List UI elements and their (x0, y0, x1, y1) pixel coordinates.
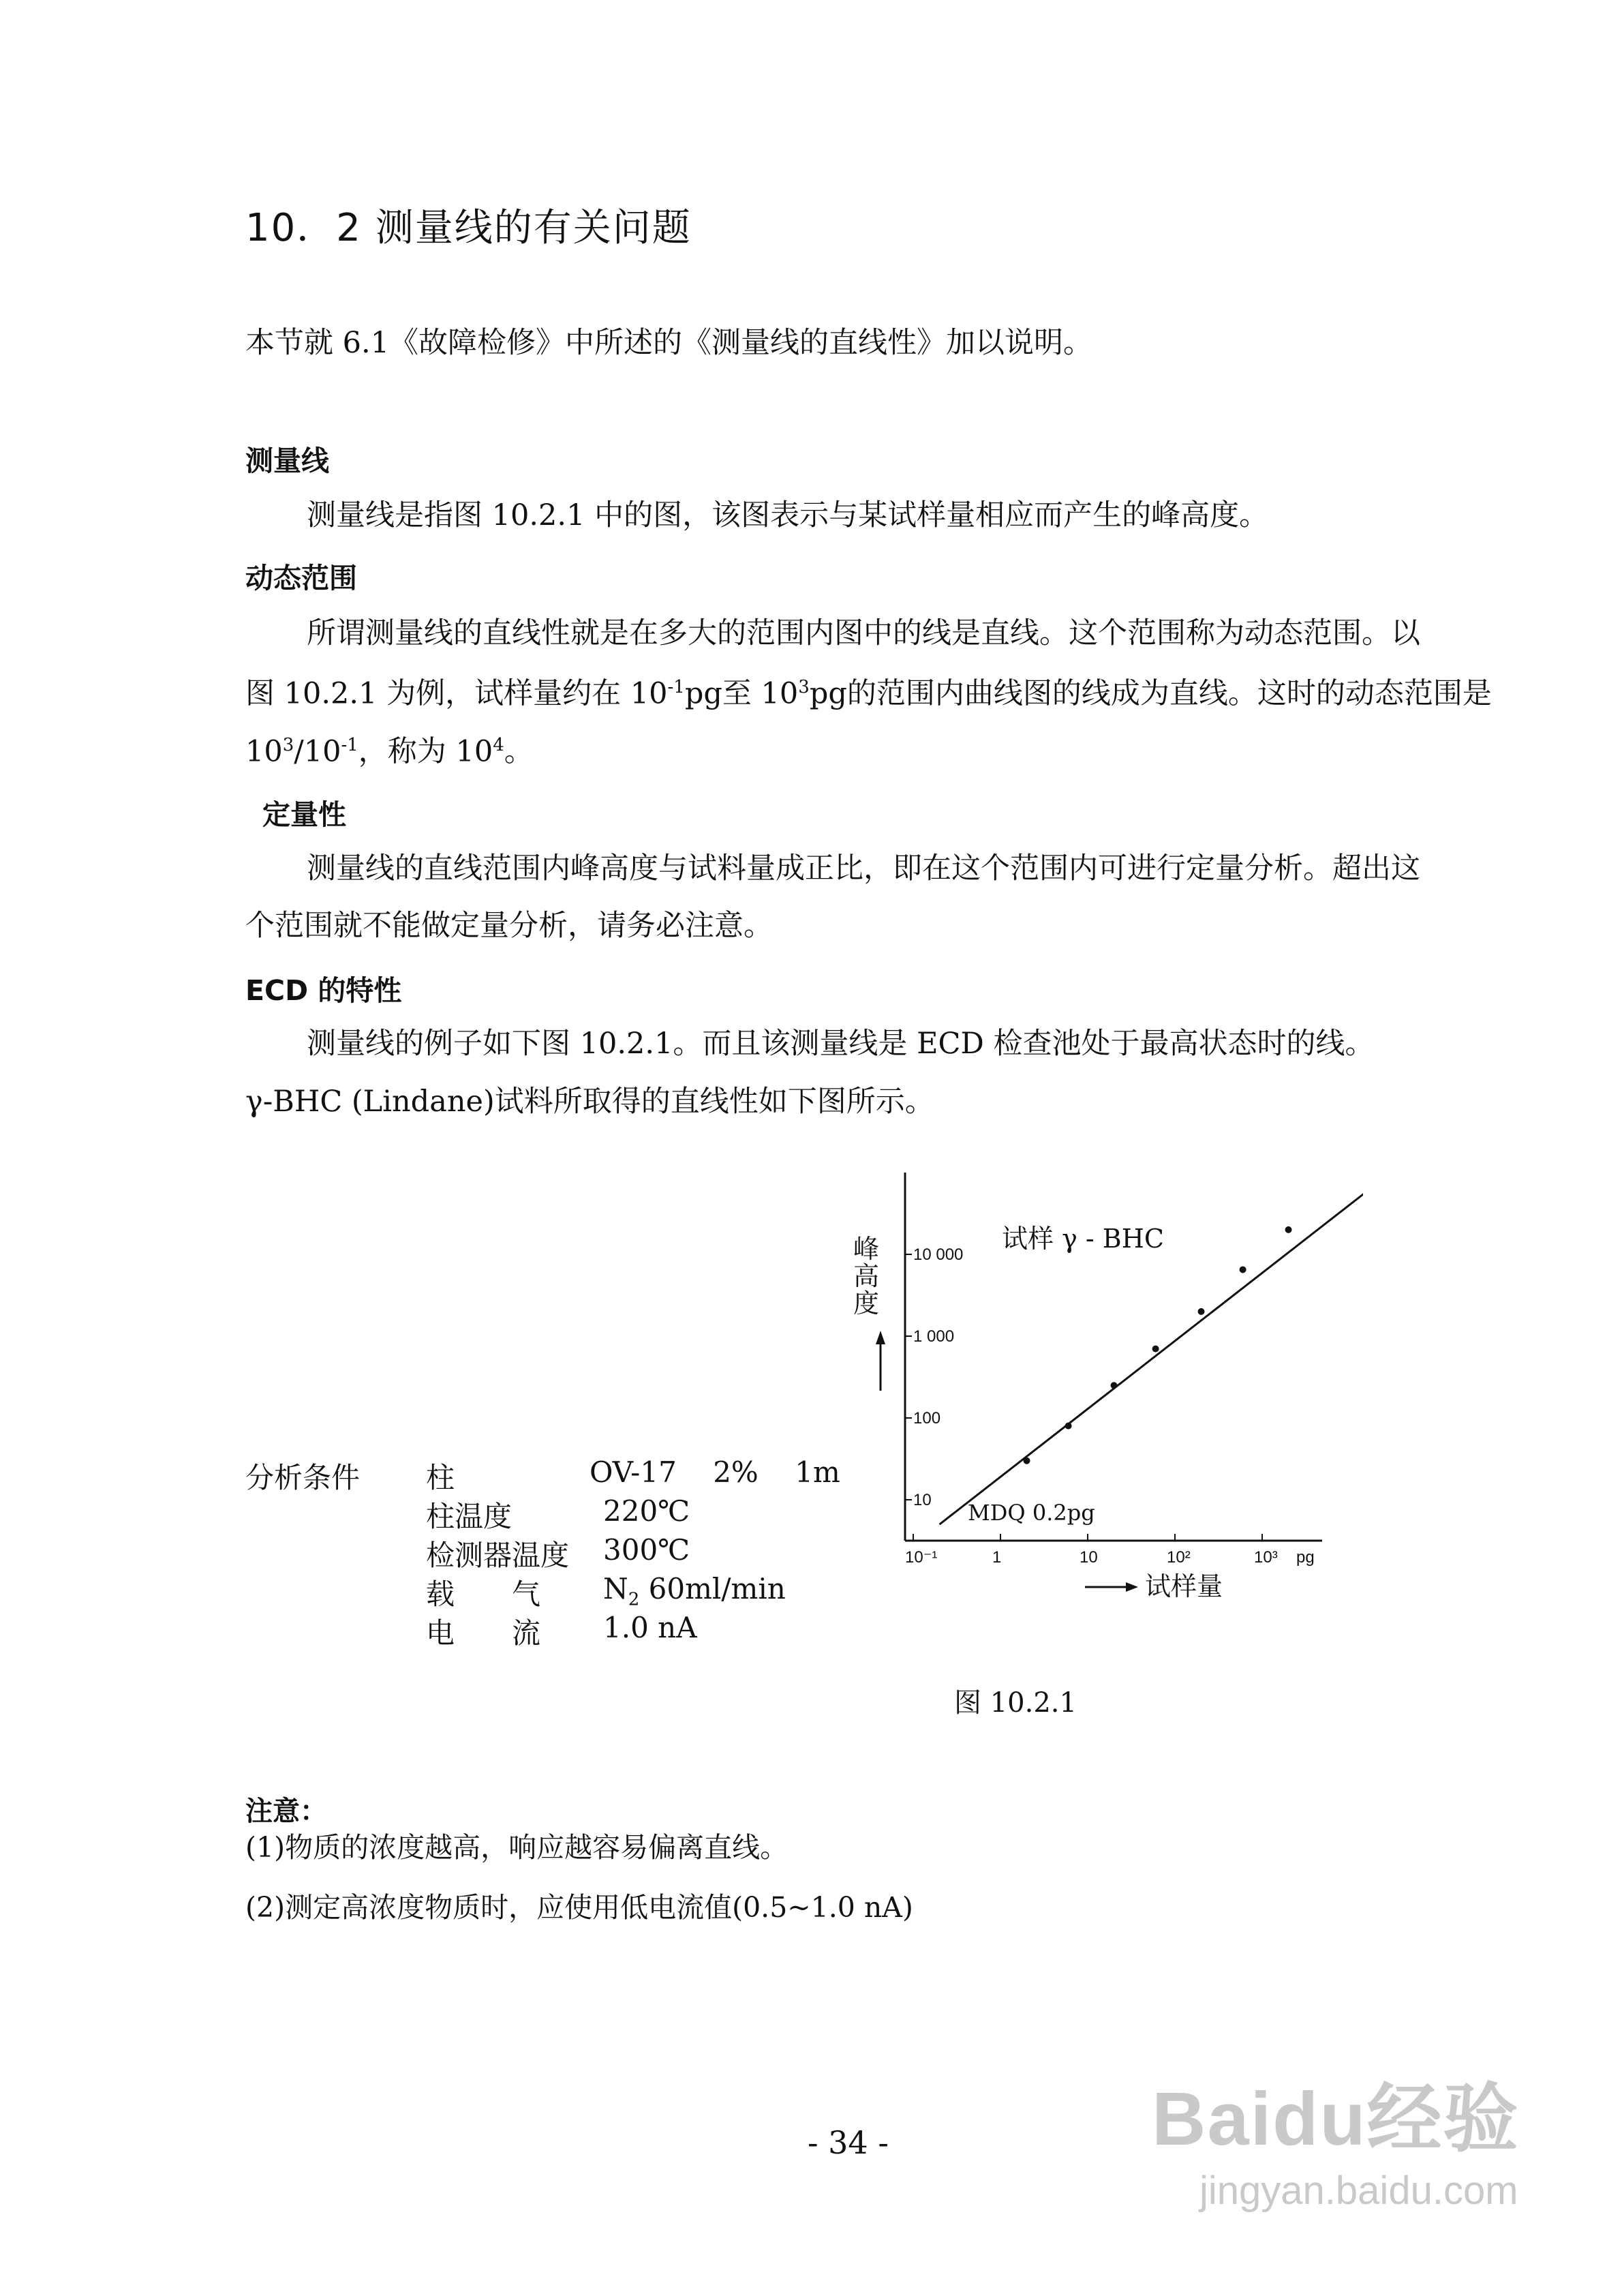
watermark-url: jingyan.baidu.com (1199, 2169, 1518, 2213)
text-run: 。 (504, 734, 534, 769)
dynamic-range-line1: 所谓测量线的直线性就是在多大的范围内图中的线是直线。这个范围称为动态范围。以 (307, 616, 1420, 650)
condition-value: 220℃ (603, 1494, 690, 1528)
condition-value: 1.0 nA (603, 1611, 697, 1644)
note-item: (2)测定高浓度物质时，应使用低电流值(0.5~1.0 nA) (245, 1891, 913, 1924)
y-tick-label: 10 000 (913, 1245, 964, 1264)
data-point (1152, 1346, 1159, 1353)
y-axis-label-char: 峰 (853, 1234, 880, 1264)
superscript: 3 (798, 677, 810, 697)
data-point (1285, 1226, 1292, 1233)
calibration-chart (845, 1159, 1363, 1636)
text-run: N (603, 1572, 628, 1605)
paragraph-measurement-line: 测量线是指图 10.2.1 中的图，该图表示与某试样量相应而产生的峰高度。 (307, 498, 1269, 532)
y-tick-label: 10 (913, 1491, 932, 1509)
text-run: 10 (245, 734, 283, 769)
data-point (1111, 1382, 1118, 1389)
condition-name: 柱温度 (426, 1500, 512, 1533)
x-tick-label: 1 (992, 1548, 1002, 1567)
conditions-label: 分析条件 (245, 1461, 361, 1494)
x-tick-label: 10 (1080, 1548, 1098, 1567)
y-tick-label: 100 (913, 1409, 941, 1428)
condition-name: 电 流 (426, 1616, 541, 1650)
ticks-layer (905, 1254, 1262, 1541)
tick-labels-layer (905, 1245, 1315, 1567)
ecd-line2: γ-BHC (Lindane)试料所取得的直线性如下图所示。 (245, 1085, 934, 1119)
note-item: (1)物质的浓度越高，响应越容易偏离直线。 (245, 1831, 789, 1864)
right-arrow-icon (1126, 1582, 1138, 1592)
figure-caption: 图 10.2.1 (954, 1687, 1077, 1719)
x-tick-label: 10³ (1254, 1548, 1278, 1567)
text-run: /10 (294, 734, 341, 769)
superscript: 4 (493, 735, 504, 755)
text-run: 图 10.2.1 为例，试样量约在 10 (245, 676, 668, 711)
subheading-measurement-line: 测量线 (245, 444, 329, 477)
y-tick-label: 1 000 (913, 1327, 955, 1346)
x-tick-label: 10⁻¹ (905, 1548, 938, 1567)
condition-value (603, 1572, 786, 1610)
data-point (1065, 1423, 1072, 1430)
quantitation-line2: 个范围就不能做定量分析，请务必注意。 (245, 909, 773, 943)
subheading-dynamic-range: 动态范围 (245, 562, 357, 594)
notes-heading: 注意： (245, 1796, 327, 1827)
page-number: - 34 - (808, 2124, 889, 2161)
text-run: pg的范围内曲线图的线成为直线。这时的动态范围是 (809, 676, 1492, 711)
condition-name: 检测器温度 (426, 1539, 570, 1572)
superscript: -1 (341, 735, 358, 755)
x-tick-label: 10² (1167, 1548, 1191, 1567)
intro-paragraph: 本节就 6.1《故障检修》中所述的《测量线的直线性》加以说明。 (245, 326, 1093, 360)
ecd-line1: 测量线的例子如下图 10.2.1。而且该测量线是 ECD 检查池处于最高状态时的线。 (307, 1027, 1375, 1061)
x-unit-label: pg (1296, 1548, 1315, 1567)
dynamic-range-line3 (245, 734, 534, 769)
chart-title: 试样 γ - BHC (1002, 1224, 1164, 1254)
y-axis-label-char: 度 (853, 1288, 880, 1318)
condition-name: 柱 (426, 1461, 455, 1494)
subheading-quantitation: 定量性 (262, 798, 346, 831)
superscript: -1 (667, 677, 685, 697)
up-arrow-icon (876, 1331, 885, 1344)
data-point (1198, 1308, 1205, 1315)
subscript: 2 (628, 1589, 640, 1610)
text-run: pg至 10 (684, 676, 799, 711)
condition-value: 300℃ (603, 1533, 690, 1567)
quantitation-line1: 测量线的直线范围内峰高度与试料量成正比，即在这个范围内可进行定量分析。超出这 (307, 851, 1420, 886)
x-axis-label: 试样量 (1145, 1571, 1223, 1601)
condition-value: OV-17 2% 1m (590, 1455, 840, 1489)
dynamic-range-line2 (245, 676, 1492, 711)
data-point (1024, 1457, 1030, 1464)
y-axis-label-char: 高 (853, 1261, 880, 1291)
text-run: ，称为 10 (358, 734, 493, 769)
data-point (1240, 1266, 1246, 1273)
text-run: 60ml/min (639, 1572, 786, 1605)
section-title: 10．2 测量线的有关问题 (245, 206, 692, 250)
subheading-ecd: ECD 的特性 (245, 974, 402, 1007)
condition-name: 载 气 (426, 1577, 541, 1611)
mdq-annotation: MDQ 0.2pg (968, 1500, 1095, 1526)
watermark-brand: Baidu经验 (1152, 2077, 1520, 2161)
superscript: 3 (282, 735, 294, 755)
